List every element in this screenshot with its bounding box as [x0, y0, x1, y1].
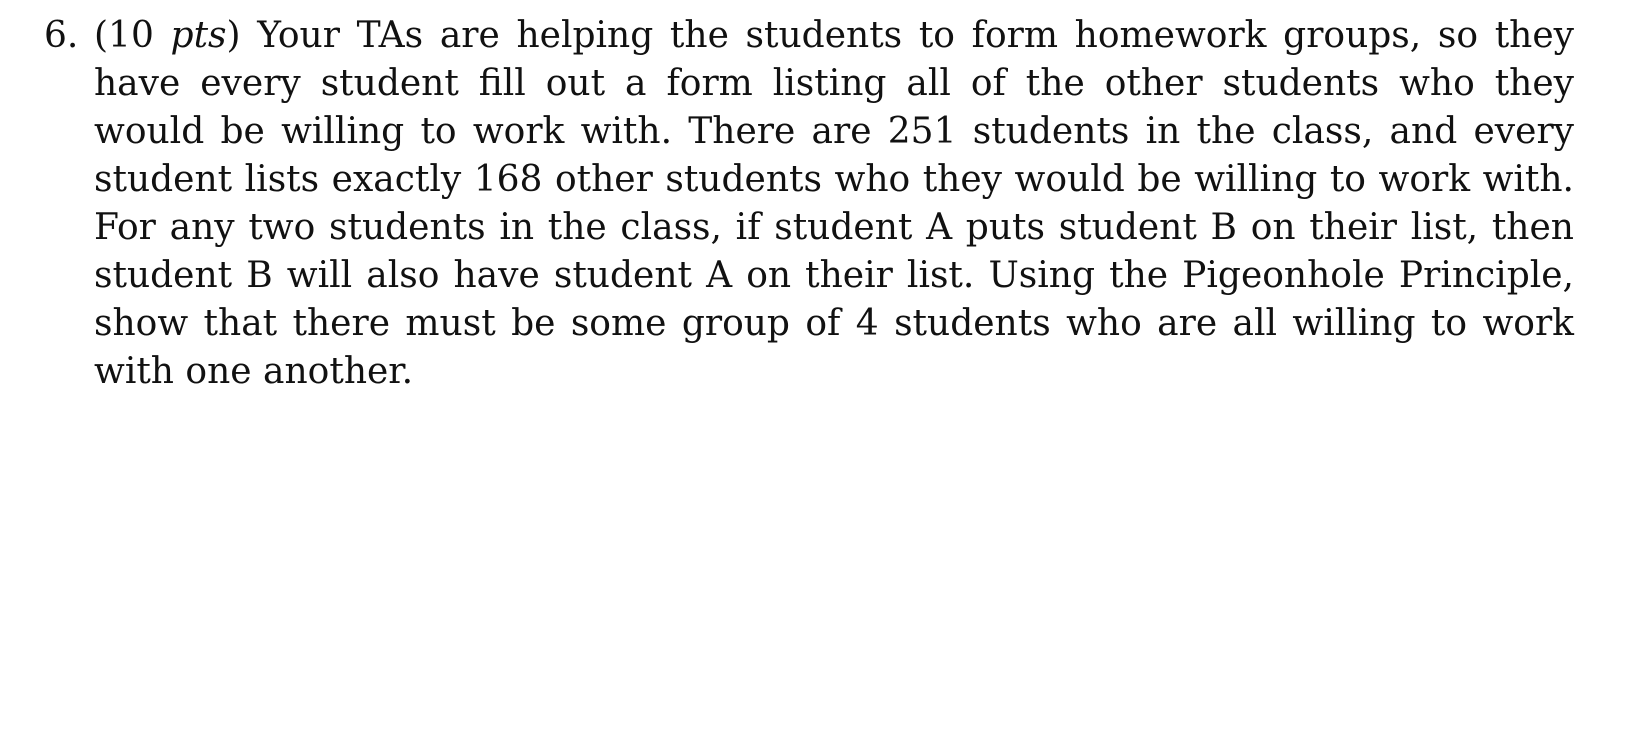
points-unit: pts [170, 15, 227, 56]
points-open: (10 [94, 15, 171, 56]
problem-text: Your TAs are helping the students to form homework groups, so they have every student fill out a form listing all of the other students who they would be willing to work with. There are 251 students in the class, and every student lists exactly 168 other students who they would be willing to work with. For any two students in the class, if student A puts student B on their list, then student B will also have student A on their list. Using the Pigeonhole Principle, show that there must be some group of 4 students who are all willing to work with one another. [94, 15, 1575, 392]
problem-number: 6. [44, 15, 79, 56]
problem-statement [94, 12, 1574, 396]
points-close: ) [226, 15, 241, 56]
